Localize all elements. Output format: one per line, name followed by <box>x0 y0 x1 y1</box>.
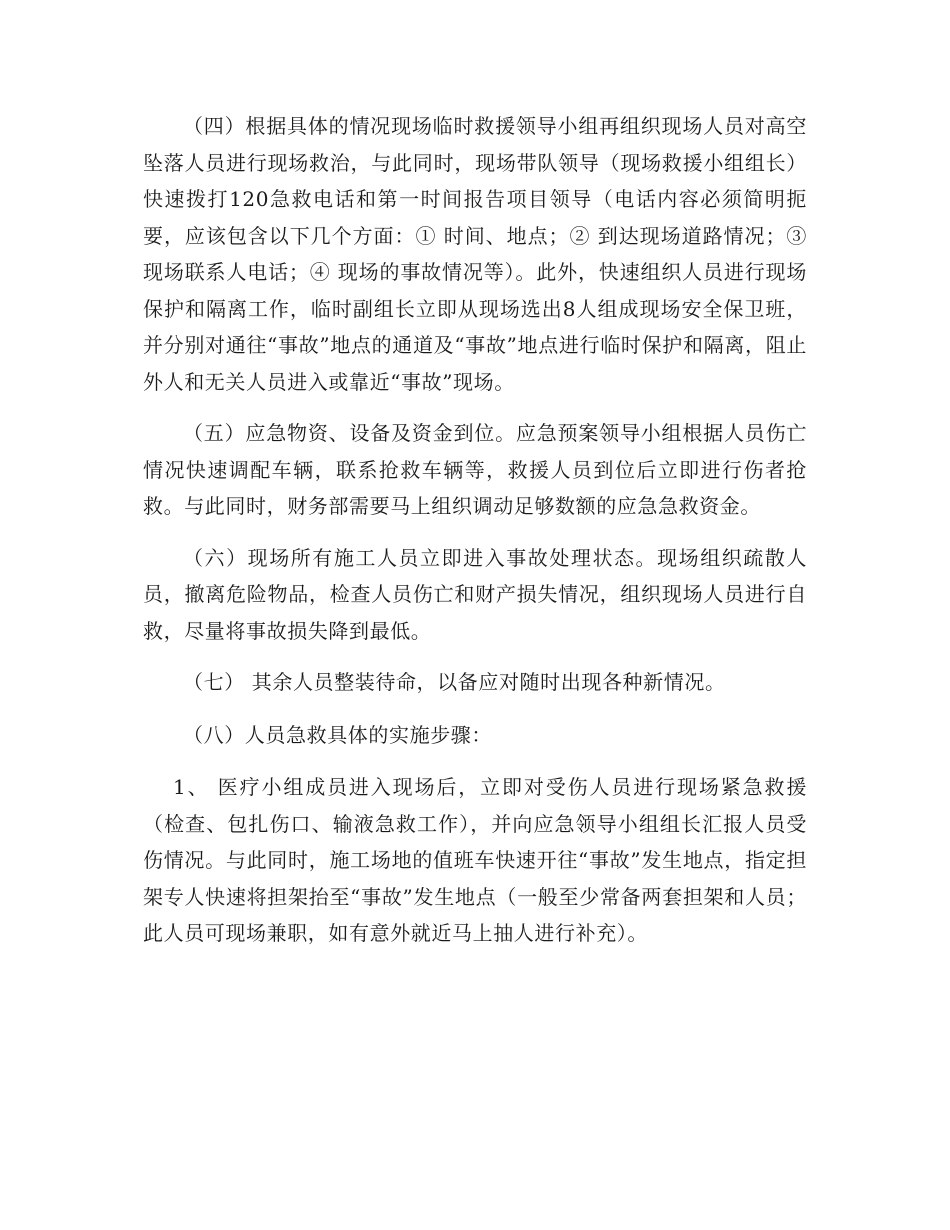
paragraph-8-first-aid-heading: （八）人员急救具体的实施步骤： <box>183 722 492 747</box>
paragraph-5-emergency-supplies: （五）应急物资、设备及资金到位。应急预案领导小组根据人员伤亡情况快速调配车辆，联系抢救车辆等，救援人员到位后立即进行伤者抢救。与此同时，财务部需要马上组织调动足够数额的应急急救资金。 <box>143 421 807 518</box>
paragraph-7-standby: （七） 其余人员整装待命，以备应对随时出现各种新情况。 <box>183 670 726 694</box>
paragraph-6-site-personnel: （六）现场所有施工人员立即进入事故处理状态。现场组织疏散人员，撤离危险物品，检查人员伤亡和财产损失情况，组织现场人员进行自救，尽量将事故损失降到最低。 <box>143 545 807 643</box>
paragraph-4-accident-response: （四）根据具体的情况现场临时救援领导小组再组织现场人员对高空坠落人员进行现场救治，与此同时，现场带队领导（现场救援小组组长）快速拨打120急救电话和第一时间报告项目领导（电话内容必须简明扼要，应该包含以下几个方面：① 时间、地点；② 到达现场道路情况；③ 现场联系人电话；④ 现场的事故情况等）。此外，快速组织人员进行现场保护和隔离工作，临时副组长立即从现场选出8人组成现场安全保卫班， 并分别对通往“事故”地点的通道及“事故”地点进行临时保护和隔离，阻止外人和无关人员进入或靠近“事故”现场。 <box>143 114 807 394</box>
document-body <box>143 108 807 967</box>
paragraph-step-1-medical-team: 1、 医疗小组成员进入现场后，立即对受伤人员进行现场紧急救援（检查、包扎伤口、输液急救工作），并向应急领导小组组长汇报人员受伤情况。与此同时，施工场地的值班车快速开往“事故”发生地点，指定担架专人快速将担架抬至“事故”发生地点（一般至少常备两套担架和人员；此人员可现场兼职，如有意外就近马上抽人进行补充）。 <box>143 775 807 945</box>
